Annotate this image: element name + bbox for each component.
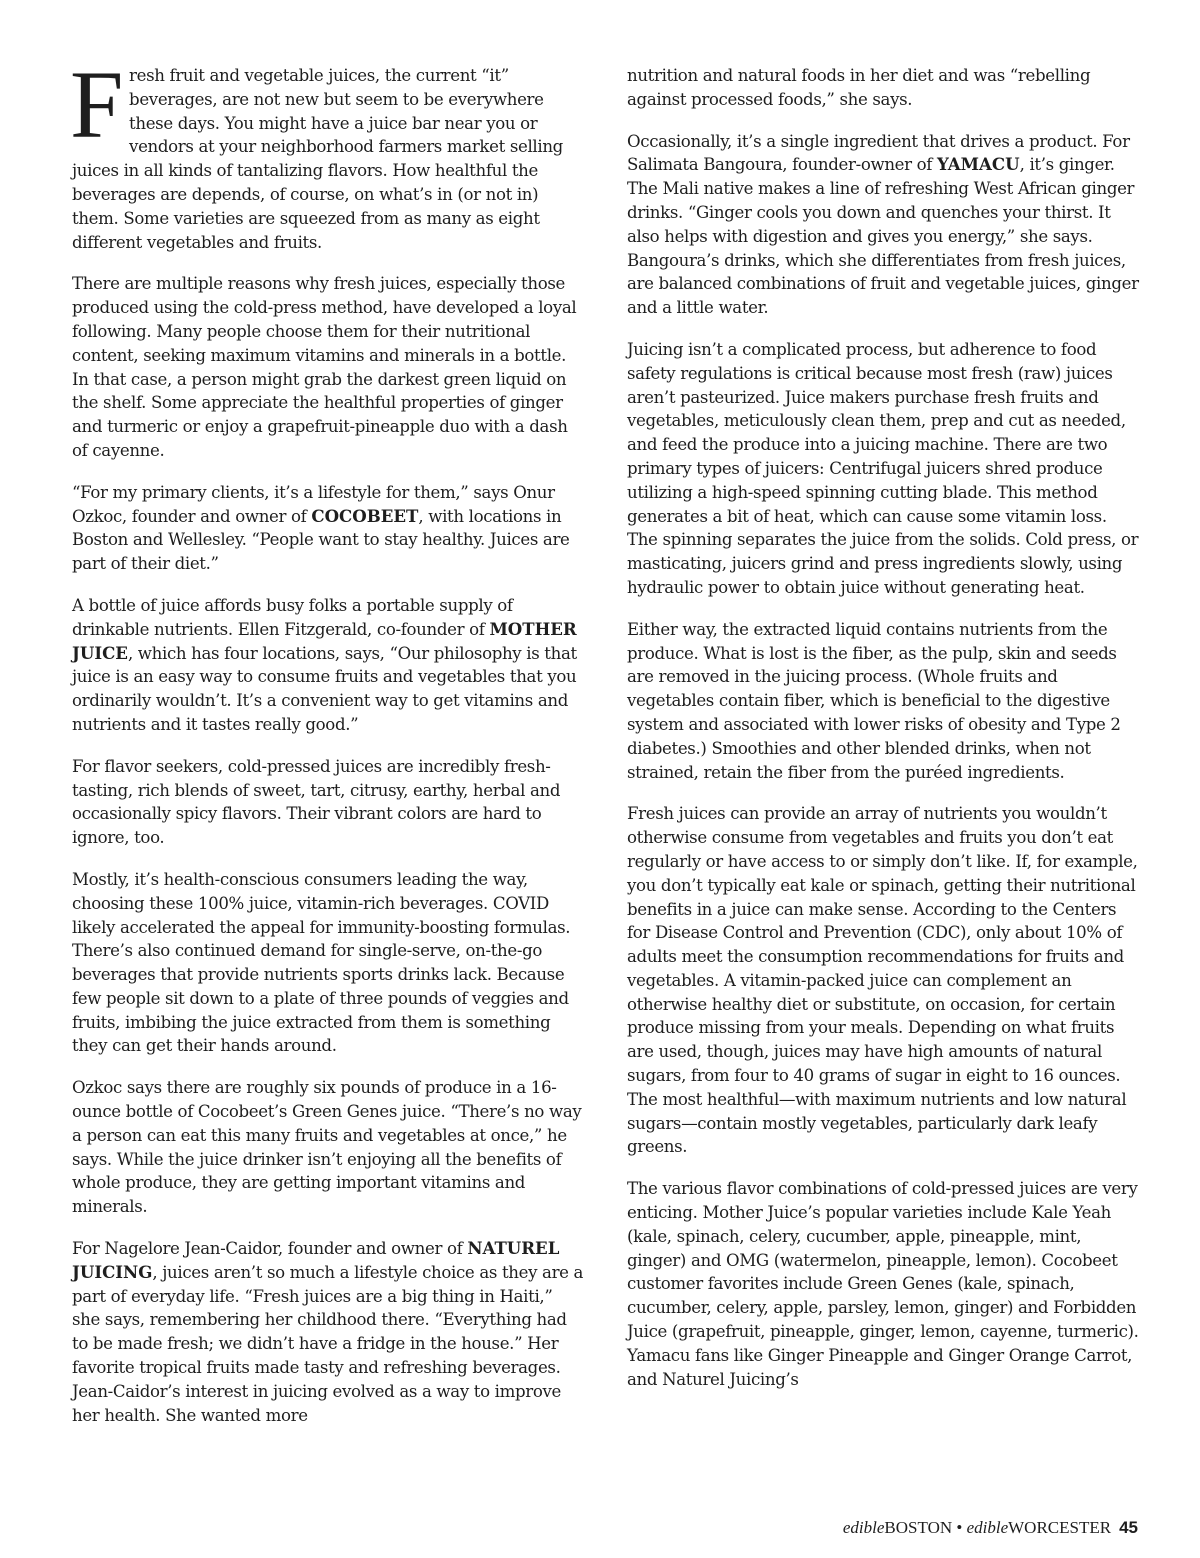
- paragraph-text: , it’s ginger. The Mali native makes a line of refreshing West African ginger drinks. “Ginger cools you down and quenches your thirst. It also helps with digestion and gives you energy,” she says. Bangoura’s drinks, which she differentiates from fresh juices, are balanced combinations of fruit and vegetable juices, ginger and a little water.: [627, 155, 1139, 318]
- publication-name: BOSTON: [884, 1518, 953, 1537]
- business-name: NATUREL JUICING: [72, 1238, 560, 1282]
- left-column: [70, 51, 584, 1445]
- article-paragraph-11: Juicing isn’t a complicated process, but adherence to food safety regulations is critical because most fresh (raw) juices aren’t pasteurized. Juice makers purchase fresh fruits and vegetables, meticulously clean them, prep and cut as needed, and feed the produce into a juicing machine. There are two primary types of juicers: Centrifugal juicers shred produce utilizing a high-speed spinning cutting blade. This method generates a bit of heat, which can cause some vitamin loss. The spinning separates the juice from the solids. Cold press, or masticating, juicers grind and press ingredients slowly, using hydraulic power to obtain juice without generating heat.: [627, 339, 1139, 597]
- business-name: COCOBEET: [311, 505, 419, 526]
- article-paragraph-10: [627, 130, 1141, 320]
- publication-prefix: edible: [966, 1518, 1009, 1537]
- article-paragraph-2: There are multiple reasons why fresh juices, especially those produced using the cold-press method, have developed a loyal following. Many people choose them for their nutritional content, seeking maximum vitamins and minerals in a bottle. In that case, a person might grab the darkest green liquid on the shelf. Some appreciate the healthful properties of ginger and turmeric or enjoy a grapefruit-pineapple duo with a dash of cayenne.: [72, 274, 577, 460]
- paragraph-text: Occasionally, it’s a single ingredient that drives a product. For Salimata Bangoura, founder-owner of: [627, 131, 1130, 175]
- article-paragraph-9: nutrition and natural foods in her diet and was “rebelling against processed foods,” she says.: [627, 66, 1091, 109]
- article-paragraph-3: [72, 481, 584, 576]
- page-number: 45: [1119, 1518, 1138, 1537]
- paragraph-text: , with locations in Boston and Wellesley. “People want to stay healthy. Juices are part of their diet.”: [72, 506, 570, 574]
- article-paragraph-13: Fresh juices can provide an array of nutrients you wouldn’t otherwise consume from vegetables and fruits you don’t eat regularly or have access to or simply don’t like. If, for example, you don’t typically eat kale or spinach, getting their nutritional benefits in a juice can make sense. According to the Centers for Disease Control and Prevention (CDC), only about 10% of adults meet the consumption recommendations for fruits and vegetables. A vitamin-packed juice can complement an otherwise healthy diet or substitute, on occasion, for certain produce missing from your meals. Depending on what fruits are used, though, juices may have high amounts of natural sugars, from four to 40 grams of sugar in eight to 16 ounces. The most healthful—with maximum nutrients and low natural sugars—contain mostly vegetables, particularly dark leafy greens.: [627, 804, 1138, 1157]
- paragraph-text: resh fruit and vegetable juices, the current “it” beverages, are not new but seem to be everywhere these days. You might have a juice bar near you or vendors at your neighborhood farmers market selling juices in all kinds of tantalizing flavors. How healthful the beverages are depends, of course, on what’s in (or not in) them. Some varieties are squeezed from as many as eight different vegetables and fruits.: [72, 66, 563, 252]
- article-paragraph-8: [72, 1237, 584, 1427]
- page-footer: [843, 1518, 1138, 1538]
- article-paragraph-1: [70, 51, 584, 254]
- article-paragraph-4: [72, 594, 584, 737]
- paragraph-text: For Nagelore Jean-Caidor, founder and owner of: [72, 1239, 468, 1259]
- article-paragraph-7: Ozkoc says there are roughly six pounds of produce in a 16-ounce bottle of Cocobeet’s Green Genes juice. “There’s no way a person can eat this many fruits and vegetables at once,” he says. While the juice drinker isn’t enjoying all the benefits of whole produce, they are getting important vitamins and minerals.: [72, 1078, 582, 1217]
- article-paragraph-6: Mostly, it’s health-conscious consumers leading the way, choosing these 100% juice, vitamin-rich beverages. COVID likely accelerated the appeal for immunity-boosting formulas. There’s also continued demand for single-serve, on-the-go beverages that provide nutrients sports drinks lack. Because few people sit down to a plate of three pounds of veggies and fruits, imbibing the juice extracted from them is something they can get their hands around.: [72, 869, 571, 1056]
- paragraph-text: , which has four locations, says, “Our philosophy is that juice is an easy way to consume fruits and vegetables that you ordinarily wouldn’t. It’s a convenient way to get vitamins and nutrients and it tastes really good.”: [72, 643, 577, 734]
- right-column: [627, 64, 1141, 1409]
- article-paragraph-14: The various flavor combinations of cold-pressed juices are very enticing. Mother Juice’s popular varieties include Kale Yeah (kale, spinach, celery, cucumber, apple, pineapple, mint, ginger) and OMG (watermelon, pineapple, lemon). Cocobeet customer favorites include Green Genes (kale, spinach, cucumber, celery, apple, parsley, lemon, ginger) and Forbidden Juice (grapefruit, pineapple, ginger, lemon, cayenne, turmeric). Yamacu fans like Ginger Pineapple and Ginger Orange Carrot, and Naturel Juicing’s: [627, 1179, 1139, 1389]
- article-paragraph-12: Either way, the extracted liquid contains nutrients from the produce. What is lost is the fiber, as the pulp, skin and seeds are removed in the juicing process. (Whole fruits and vegetables contain fiber, which is beneficial to the digestive system and associated with lower risks of obesity and Type 2 diabetes.) Smoothies and other blended drinks, when not strained, retain the fiber from the puréed ingredients.: [627, 619, 1121, 782]
- publication-prefix: edible: [842, 1518, 885, 1537]
- business-name: MOTHER JUICE: [72, 618, 577, 663]
- paragraph-text: , juices aren’t so much a lifestyle choice as they are a part of everyday life. “Fresh juices are a big thing in Haiti,” she says, remembering her childhood there. “Everything had to be made fresh; we didn’t have a fridge in the house.” Her favorite tropical fruits made tasty and refreshing beverages. Jean-Caidor’s interest in juicing evolved as a way to improve her health. She wanted more: [72, 1262, 584, 1425]
- business-name: YAMACU: [937, 154, 1020, 175]
- paragraph-text: “For my primary clients, it’s a lifestyle for them,” says Onur Ozkoc, founder and owner of: [72, 482, 555, 526]
- paragraph-text: A bottle of juice affords busy folks a portable supply of drinkable nutrients. Ellen Fitzgerald, co-founder of: [72, 595, 513, 639]
- article-paragraph-5: For flavor seekers, cold-pressed juices are incredibly fresh-tasting, rich blends of sweet, tart, citrusy, earthy, herbal and occasionally spicy flavors. Their vibrant colors are hard to ignore, too.: [72, 756, 561, 848]
- footer-separator: •: [952, 1518, 967, 1537]
- drop-cap: F: [70, 51, 124, 158]
- publication-name: WORCESTER: [1008, 1518, 1112, 1537]
